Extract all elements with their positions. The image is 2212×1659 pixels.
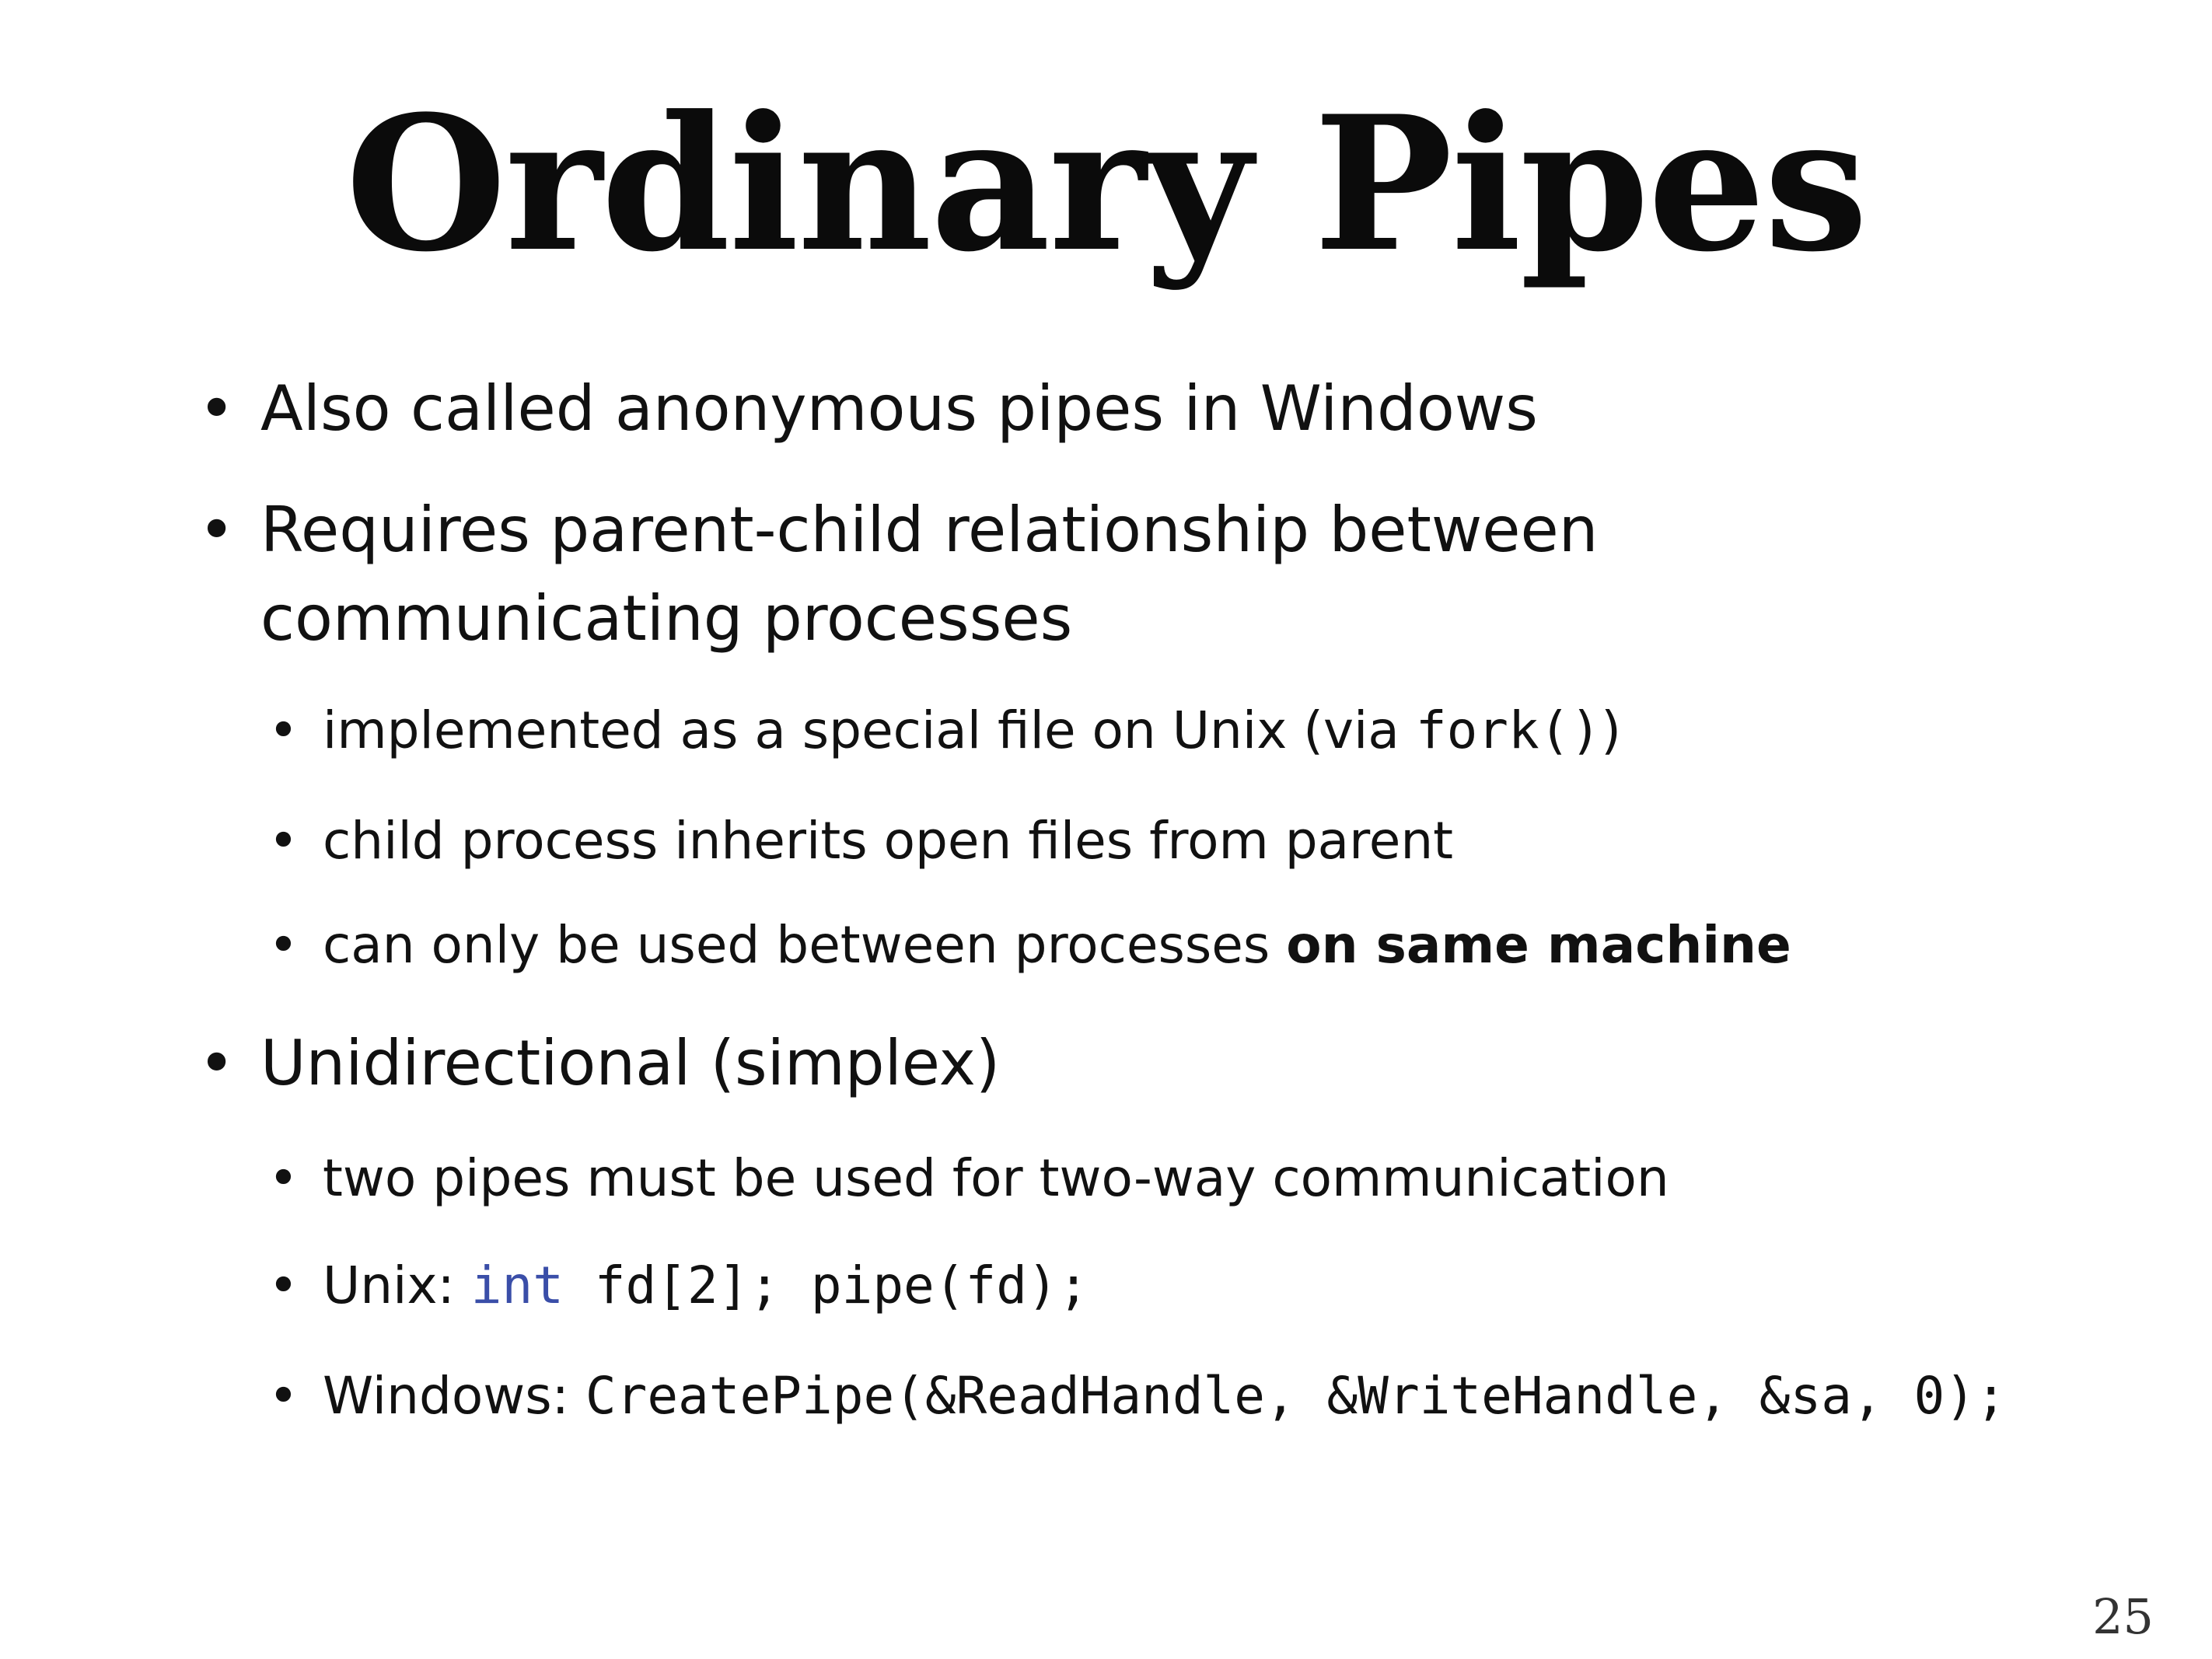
bullet-text: communicating processes xyxy=(260,582,1073,655)
code-keyword-int: int xyxy=(470,1256,564,1315)
bullet-text: Also called anonymous pipes in Windows xyxy=(260,372,1538,445)
bullet-dot: • xyxy=(268,1256,299,1315)
bullet-dot: • xyxy=(198,494,236,566)
bullet-dot: • xyxy=(268,1366,299,1426)
sub-bullet-text: two pipes must be used for two-way communication xyxy=(323,1148,1669,1208)
bullet-dot: • xyxy=(268,915,299,975)
sub-bullet-text-close: ) xyxy=(1601,700,1621,760)
code-pipe-call: fd[2]; pipe(fd); xyxy=(563,1256,1089,1315)
bullet-text: Requires parent-child relationship between xyxy=(260,494,1599,566)
sub-bullet-label: Unix: xyxy=(323,1256,471,1315)
page-number: 25 xyxy=(2092,1588,2154,1645)
sub-bullet-text-part: can only be used between processes xyxy=(323,915,1287,975)
bullet-dot: • xyxy=(268,700,299,760)
emphasis-same-machine: on same machine xyxy=(1286,915,1791,975)
bullet-dot: • xyxy=(268,1148,299,1208)
sub-bullet-text-part: implemented as a special file on Unix (via xyxy=(323,700,1416,760)
slide-title: Ordinary Pipes xyxy=(345,76,1867,293)
code-createpipe-call: CreatePipe(&ReadHandle, &WriteHandle, &sa, 0); xyxy=(585,1366,2007,1426)
sub-bullet-text: child process inherits open files from parent xyxy=(323,811,1454,871)
sub-bullet-text xyxy=(323,693,1621,768)
bullet-dot: • xyxy=(268,811,299,871)
bullet-text: Unidirectional (simplex) xyxy=(260,1027,1001,1099)
sub-bullet-label: Windows: xyxy=(323,1366,585,1426)
bullet-dot: • xyxy=(198,1027,236,1099)
sub-bullet-text xyxy=(323,1359,2007,1434)
code-fork: fork() xyxy=(1415,700,1602,760)
bullet-dot: • xyxy=(198,372,236,445)
sub-bullet-text xyxy=(323,1249,1089,1323)
sub-bullet-text xyxy=(323,908,1791,983)
